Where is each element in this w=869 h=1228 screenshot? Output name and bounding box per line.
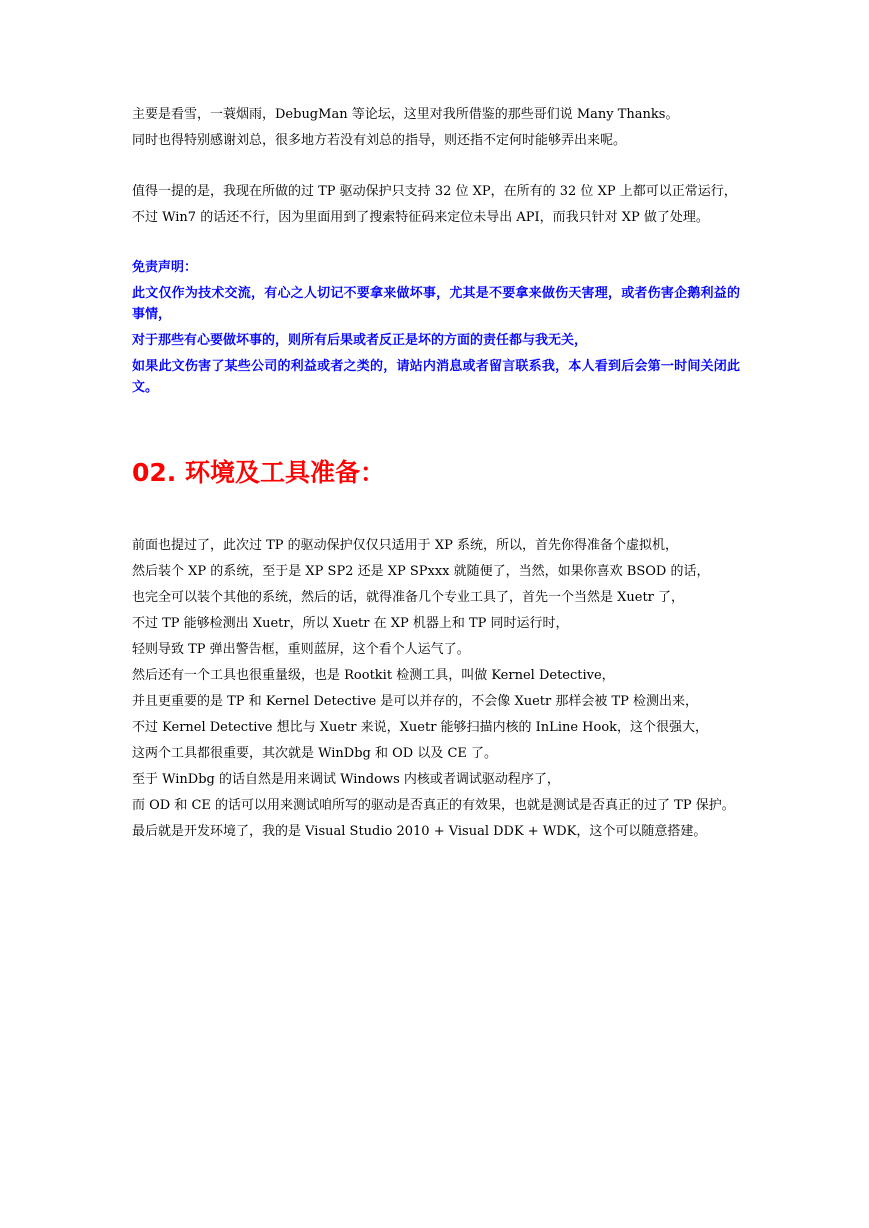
section-paragraph: 然后装个 XP 的系统，至于是 XP SP2 还是 XP SPxxx 就随便了，当然，如果你喜欢 BSOD 的话， <box>132 564 710 579</box>
document-page <box>132 104 740 847</box>
notes-paragraph-2: 不过 Win7 的话还不行，因为里面用到了搜索特征码来定位未导出 API，而我只针对 XP 做了处理。 <box>132 210 709 225</box>
section-heading: 02. 环境及工具准备： <box>132 458 385 487</box>
intro-paragraph-2: 同时也得特别感谢刘总，很多地方若没有刘总的指导，则还指不定何时能够弄出来呢。 <box>132 133 627 148</box>
section-paragraph: 也完全可以装个其他的系统，然后的话，就得准备几个专业工具了，首先一个当然是 Xuetr 了， <box>132 590 685 605</box>
spacer <box>132 233 740 257</box>
section-paragraph: 而 OD 和 CE 的话可以用来测试咱所写的驱动是否真正的有效果，也就是测试是否真正的过了 TP 保护。 <box>132 798 735 813</box>
section-paragraph: 前面也提过了，此次过 TP 的驱动保护仅仅只适用于 XP 系统，所以，首先你得准备个虚拟机， <box>132 538 678 553</box>
disclaimer-paragraph-3: 如果此文伤害了某些公司的利益或者之类的，请站内消息或者留言联系我，本人看到后会第一时间关闭此文。 <box>132 359 740 395</box>
disclaimer-paragraph-2: 对于那些有心要做坏事的，则所有后果或者反正是坏的方面的责任都与我无关， <box>132 333 588 348</box>
section-paragraph: 然后还有一个工具也很重量级，也是 Rootkit 检测工具，叫做 Kernel Detective， <box>132 668 615 683</box>
spacer <box>132 156 740 181</box>
section-paragraph: 不过 TP 能够检测出 Xuetr，所以 Xuetr 在 XP 机器上和 TP 同时运行时， <box>132 616 569 631</box>
section-paragraph: 轻则导致 TP 弹出警告框，重则蓝屏，这个看个人运气了。 <box>132 642 470 657</box>
section-paragraph: 不过 Kernel Detective 想比与 Xuetr 来说，Xuetr 能够扫描内核的 InLine Hook，这个很强大， <box>132 720 709 735</box>
section-body <box>132 535 740 842</box>
section-paragraph: 并且更重要的是 TP 和 Kernel Detective 是可以并存的，不会像 Xuetr 那样会被 TP 检测出来， <box>132 694 699 709</box>
disclaimer-paragraph-1: 此文仅作为技术交流，有心之人切记不要拿来做坏事，尤其是不要拿来做伤天害理，或者伤害企鹅利益的事情， <box>132 286 740 322</box>
section-heading-block <box>132 456 740 490</box>
notes-paragraph-1: 值得一提的是，我现在所做的过 TP 驱动保护只支持 32 位 XP，在所有的 32 位 XP 上都可以正常运行， <box>132 184 737 199</box>
intro-paragraph-1: 主要是看雪，一蓑烟雨，DebugMan 等论坛，这里对我所借鉴的那些哥们说 Many Thanks。 <box>132 107 679 122</box>
disclaimer-title: 免责声明： <box>132 260 198 275</box>
section-paragraph: 最后就是开发环境了，我的是 Visual Studio 2010 + Visual DDK + WDK，这个可以随意搭建。 <box>132 824 707 839</box>
section-paragraph: 至于 WinDbg 的话自然是用来调试 Windows 内核或者调试驱动程序了， <box>132 772 560 787</box>
section-paragraph: 这两个工具都很重要，其次就是 WinDbg 和 OD 以及 CE 了。 <box>132 746 498 761</box>
